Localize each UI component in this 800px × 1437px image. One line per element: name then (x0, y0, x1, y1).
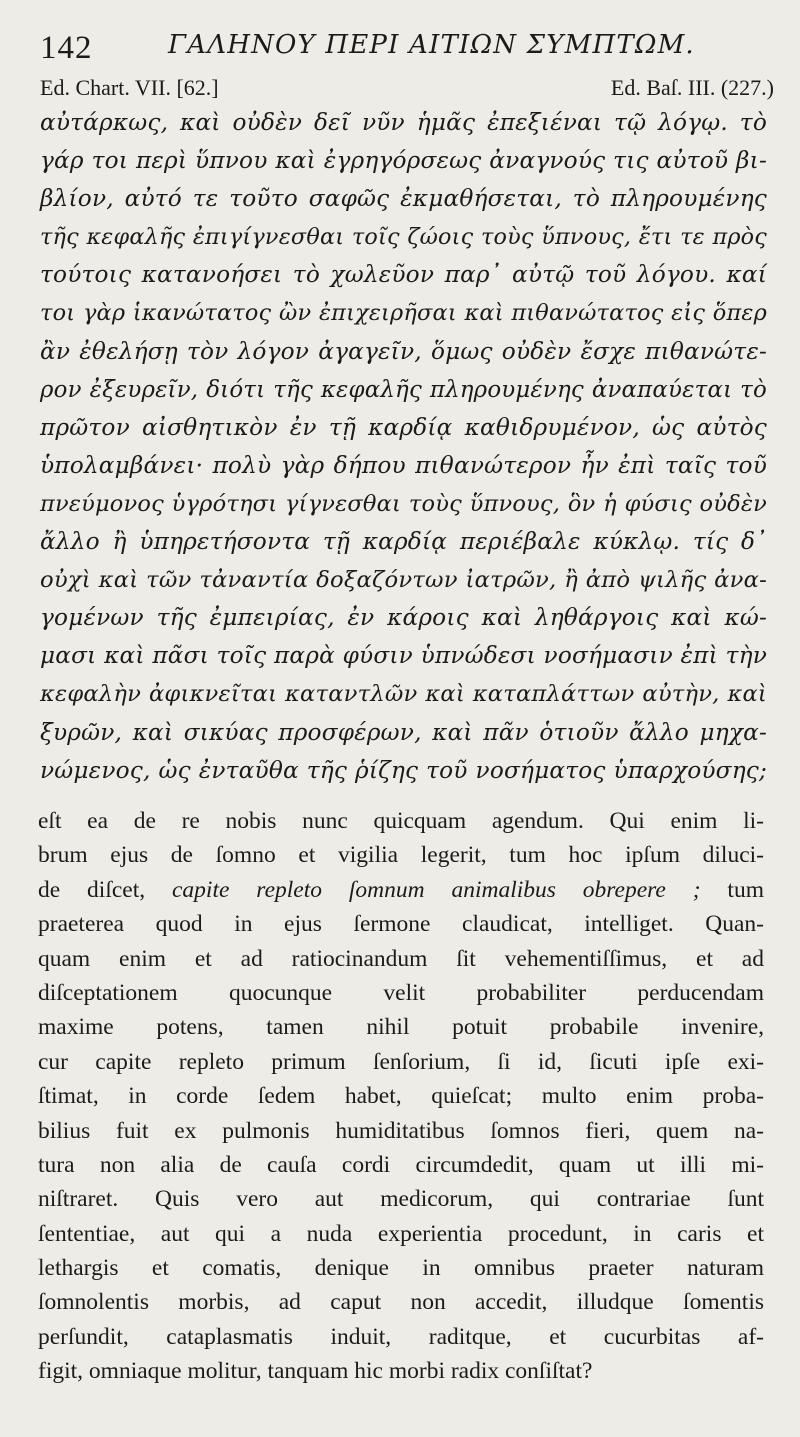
latin-text-line (38, 873, 764, 907)
latin-text-block (38, 804, 764, 1389)
latin-text-line (38, 1045, 764, 1079)
latin-text-segment: brum ejus de ſomno et vigilia legerit, tum hoc ipſum diluci- (38, 842, 764, 869)
latin-text-line (38, 838, 764, 872)
latin-text-segment: cur capite repleto primum ſenſorium, ſi id, ſicuti ipſe exi- (38, 1048, 764, 1075)
latin-text-line (38, 1079, 764, 1113)
greek-text-line: γάρ τοι περὶ ὕπνου καὶ ἐγρηγόρσεως ἀναγνούς τις αὐτοῦ βι- (40, 147, 767, 175)
greek-text-line: νώμενος, ὡς ἐνταῦθα τῆς ῥίζης τοῦ νοσήματος ὑπαρχούσης; (40, 756, 767, 784)
greek-text-line: αὐτάρκως, καὶ οὐδὲν δεῖ νῦν ἡμᾶς ἐπεξιέναι τῷ λόγῳ. τὸ (40, 109, 767, 136)
latin-text-segment: niſtraret. Quis vero aut medicorum, qui contrariae ſunt (38, 1186, 764, 1213)
latin-text-line (38, 804, 764, 838)
running-head (40, 22, 780, 66)
latin-text-segment: ſententiae, aut qui a nuda experientia procedunt, in caris et (38, 1220, 764, 1247)
greek-text-line: τοι γὰρ ἱκανώτατος ὢν ἐπιχειρῆσαι καὶ πιθανώτατος εἰς ὅπερ (40, 300, 767, 327)
greek-text-line: τῆς κεφαλῆς ἐπιγίγνεσθαι τοῖς ζώοις τοὺς ὕπνους, ἔτι τε πρὸς (40, 224, 767, 251)
latin-text-segment: tura non alia de cauſa cordi circumdedit, quam ut illi mi- (38, 1151, 764, 1178)
greek-text-line: κεφαλὴν ἀφικνεῖται καταντλῶν καὶ καταπλάττων αὐτὴν, καὶ (40, 681, 767, 708)
page-number: 142 (40, 30, 93, 66)
greek-text-line: μασι καὶ πᾶσι τοῖς παρὰ φύσιν ὑπνώδεσι νοσήμασιν ἐπὶ τὴν (40, 642, 767, 670)
latin-text-line (38, 1010, 764, 1044)
latin-text-segment: praeterea quod in ejus ſermone claudicat, intelliget. Quan- (38, 911, 764, 938)
latin-text-segment: diſceptationem quocunque velit probabiliter perducendam (38, 979, 764, 1006)
greek-text-line: ὑπολαμβάνει· πολὺ γὰρ δήπου πιθανώτερον ἦν ἐπὶ ταῖς τοῦ (40, 451, 767, 479)
latin-text-segment: quam enim et ad ratiocinandum ſit vehementiſſimus, et ad (38, 945, 764, 972)
greek-text-line: ἄλλο ἢ ὑπηρετήσοντα τῇ καρδίᾳ περιέβαλε κύκλῳ. τίς δ᾽ (40, 528, 767, 556)
latin-text-segment: perſundit, cataplasmatis induit, raditque, et cucurbitas af- (38, 1323, 764, 1350)
latin-text-segment: de diſcet, (38, 876, 172, 903)
edition-basel-reference: Ed. Baſ. III. (227.) (610, 75, 774, 100)
latin-text-segment: eſt ea de re nobis nunc quicquam agendum. Qui enim li- (38, 808, 764, 834)
latin-text-line (38, 942, 764, 976)
greek-text-line: ρον ἐξευρεῖν, διότι τῆς κεφαλῆς πληρουμένης ἀναπαύεται τὸ (40, 376, 767, 403)
latin-text-line (38, 1285, 764, 1319)
greek-text-line: οὐχὶ καὶ τῶν τἀναντία δοξαζόντων ἰατρῶν, ἢ ἀπὸ ψιλῆς ἀνα- (40, 567, 767, 594)
latin-text-line (38, 1182, 764, 1216)
greek-text-line: γομένων τῆς ἐμπειρίας, ἐν κάροις καὶ ληθάργοις καὶ κώ- (40, 604, 767, 632)
greek-text-block (40, 104, 767, 790)
latin-text-segment: figit, omniaque molitur, tanquam hic morbi radix conſiſtat? (38, 1358, 593, 1385)
latin-text-segment: ſomnolentis morbis, ad caput non accedit, illudque ſomentis (38, 1289, 764, 1316)
latin-text-segment: lethargis et comatis, denique in omnibus praeter naturam (38, 1255, 764, 1282)
running-title: ΓΑΛΗΝΟΥ ΠΕΡΙ ΑΙΤΙΩΝ ΣΥΜΠΤΩΜ. (168, 30, 695, 60)
latin-text-line (38, 1354, 764, 1388)
greek-text-line: βλίον, αὐτό τε τοῦτο σαφῶς ἐκμαθήσεται, τὸ πληρουμένης (40, 185, 767, 213)
latin-text-line (38, 1320, 764, 1354)
latin-text-line (38, 1114, 764, 1148)
edition-chartier-reference: Ed. Chart. VII. [62.] (40, 75, 219, 100)
greek-text-line: ξυρῶν, καὶ σικύας προσφέρων, καὶ πᾶν ὁτιοῦν ἄλλο μηχα- (40, 718, 767, 746)
latin-text-line (38, 1217, 764, 1251)
edition-references (40, 75, 774, 105)
greek-text-line: ἂν ἐθελήσῃ τὸν λόγον ἀγαγεῖν, ὅμως οὐδὲν ἔσχε πιθανώτε- (40, 337, 767, 365)
latin-text-line (38, 1251, 764, 1285)
latin-text-line (38, 907, 764, 941)
greek-text-line: πνεύμονος ὑγρότησι γίγνεσθαι τοὺς ὕπνους, ὃν ἡ φύσις οὐδὲν (40, 490, 767, 517)
latin-text-segment: tum (700, 876, 764, 903)
greek-text-line: τούτοις κατανοήσει τὸ χωλεῦον παρ᾽ αὐτῷ τοῦ λόγου. καί (40, 261, 767, 289)
latin-text-segment: bilius fuit ex pulmonis humiditatibus ſomnos fieri, quem na- (38, 1117, 764, 1144)
latin-text-segment: ſtimat, in corde ſedem habet, quieſcat; multo enim proba- (38, 1083, 764, 1110)
latin-text-line (38, 1148, 764, 1182)
latin-text-segment: maxime potens, tamen nihil potuit probabile invenire, (38, 1014, 764, 1041)
greek-text-line: πρῶτον αἰσθητικὸν ἐν τῇ καρδίᾳ καθιδρυμένον, ὡς αὐτὸς (40, 413, 767, 441)
latin-italic-quotation: capite repleto ſomnum animalibus obrepere ; (172, 876, 701, 903)
latin-text-line (38, 976, 764, 1010)
